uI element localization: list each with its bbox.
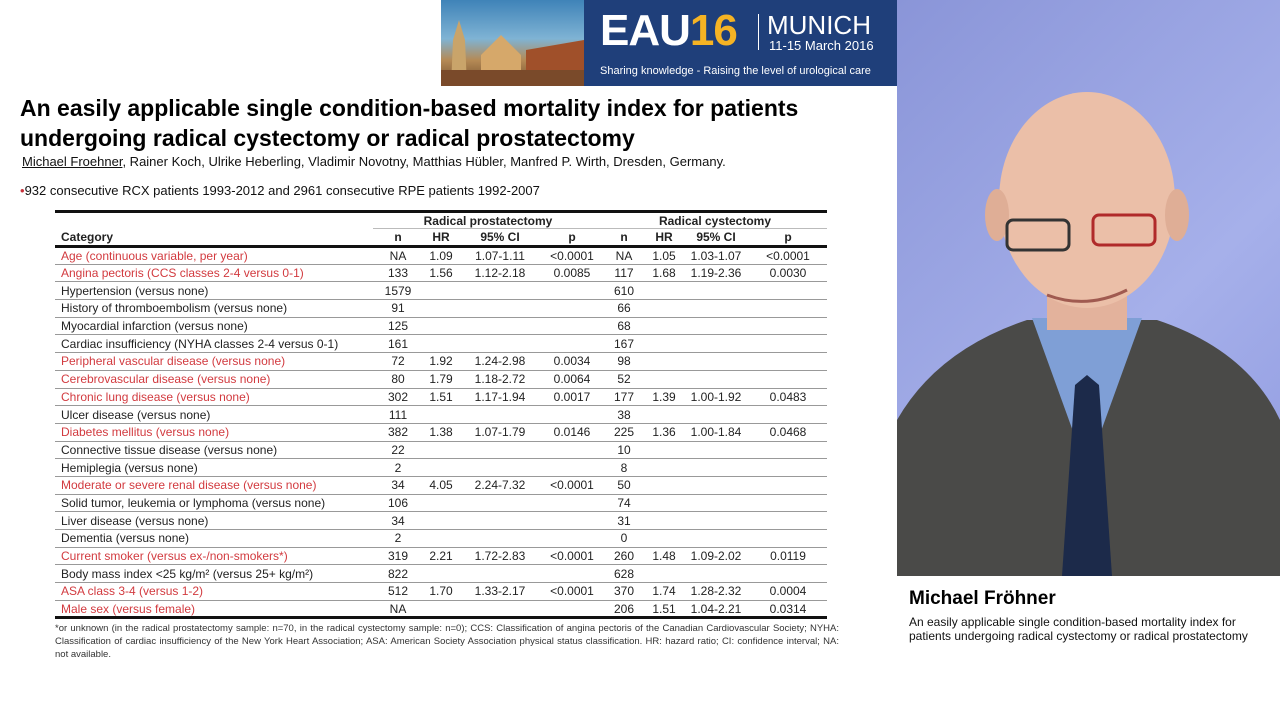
- cell-hr-rp: [423, 512, 459, 530]
- cell-n-rp: 1579: [373, 282, 423, 300]
- munich-city-photo: [441, 0, 584, 86]
- cell-category: Hypertension (versus none): [55, 282, 373, 300]
- cell-category: Current smoker (versus ex-/non-smokers*): [55, 547, 373, 565]
- cell-p-rc: [749, 494, 827, 512]
- cell-n-rc: 66: [603, 300, 645, 318]
- cell-ci-rp: 1.07-1.11: [459, 247, 541, 265]
- cell-p-rc: [749, 512, 827, 530]
- talk-title: An easily applicable single condition-based mortality index for patients undergoing radical cystectomy or radical prostatectomy: [909, 615, 1248, 643]
- cell-hr-rc: [645, 441, 683, 459]
- cell-category: Liver disease (versus none): [55, 512, 373, 530]
- cell-n-rp: 80: [373, 370, 423, 388]
- presenting-author: Michael Froehner: [22, 154, 123, 169]
- cell-p-rp: <0.0001: [541, 583, 603, 601]
- cell-ci-rp: 1.17-1.94: [459, 388, 541, 406]
- column-header-p-rc: p: [749, 229, 827, 247]
- table-row: [55, 459, 827, 477]
- cell-n-rp: 2: [373, 459, 423, 477]
- cell-ci-rc: [683, 459, 749, 477]
- cell-p-rc: 0.0030: [749, 264, 827, 282]
- cell-hr-rc: [645, 494, 683, 512]
- cell-n-rp: 34: [373, 512, 423, 530]
- group-header-cystectomy: Radical cystectomy: [603, 212, 827, 229]
- column-header-ci-rc: 95% CI: [683, 229, 749, 247]
- cell-ci-rp: [459, 317, 541, 335]
- cell-n-rp: 2: [373, 530, 423, 548]
- speaker-video: [897, 0, 1280, 576]
- cell-p-rc: [749, 370, 827, 388]
- cell-p-rp: [541, 317, 603, 335]
- cell-p-rp: 0.0034: [541, 353, 603, 371]
- table-row: [55, 512, 827, 530]
- cell-hr-rp: 1.92: [423, 353, 459, 371]
- table-row: [55, 388, 827, 406]
- cell-hr-rp: [423, 317, 459, 335]
- cell-n-rc: 74: [603, 494, 645, 512]
- cell-p-rc: [749, 353, 827, 371]
- cell-p-rp: <0.0001: [541, 247, 603, 265]
- cell-n-rc: 260: [603, 547, 645, 565]
- cell-ci-rc: [683, 353, 749, 371]
- cell-n-rc: 117: [603, 264, 645, 282]
- cell-n-rp: 319: [373, 547, 423, 565]
- cell-p-rp: 0.0064: [541, 370, 603, 388]
- cell-n-rp: 125: [373, 317, 423, 335]
- cell-hr-rp: [423, 441, 459, 459]
- cell-ci-rp: [459, 335, 541, 353]
- cell-hr-rp: 1.09: [423, 247, 459, 265]
- cell-ci-rp: [459, 406, 541, 424]
- cell-ci-rc: [683, 406, 749, 424]
- cell-category: Diabetes mellitus (versus none): [55, 423, 373, 441]
- cell-p-rc: [749, 441, 827, 459]
- cell-category: Hemiplegia (versus none): [55, 459, 373, 477]
- cell-p-rp: [541, 406, 603, 424]
- cell-hr-rc: [645, 370, 683, 388]
- cell-n-rp: NA: [373, 247, 423, 265]
- cell-hr-rp: [423, 600, 459, 618]
- cell-n-rc: 628: [603, 565, 645, 583]
- cell-p-rc: [749, 282, 827, 300]
- column-header-n-rp: n: [373, 229, 423, 247]
- cell-n-rc: 206: [603, 600, 645, 618]
- cell-category: Male sex (versus female): [55, 600, 373, 618]
- cell-hr-rp: [423, 406, 459, 424]
- cell-hr-rc: 1.36: [645, 423, 683, 441]
- cell-n-rc: 610: [603, 282, 645, 300]
- cell-p-rp: [541, 600, 603, 618]
- column-header-n-rc: n: [603, 229, 645, 247]
- cell-hr-rp: 1.38: [423, 423, 459, 441]
- cell-category: Dementia (versus none): [55, 530, 373, 548]
- cell-n-rp: 822: [373, 565, 423, 583]
- table-row: [55, 264, 827, 282]
- cell-ci-rc: 1.00-1.92: [683, 388, 749, 406]
- table-row: [55, 530, 827, 548]
- cell-hr-rp: 1.56: [423, 264, 459, 282]
- table-row: [55, 423, 827, 441]
- cell-ci-rp: [459, 300, 541, 318]
- cell-ci-rp: 1.33-2.17: [459, 583, 541, 601]
- cell-category: Ulcer disease (versus none): [55, 406, 373, 424]
- eau16-banner: [441, 0, 897, 86]
- cell-p-rp: 0.0146: [541, 423, 603, 441]
- cell-p-rp: [541, 512, 603, 530]
- cell-p-rp: [541, 441, 603, 459]
- cell-ci-rp: [459, 512, 541, 530]
- table-row: [55, 476, 827, 494]
- cell-n-rc: 225: [603, 423, 645, 441]
- cell-n-rp: 133: [373, 264, 423, 282]
- cell-hr-rc: 1.48: [645, 547, 683, 565]
- cell-p-rc: 0.0119: [749, 547, 827, 565]
- cell-hr-rc: [645, 317, 683, 335]
- cell-category: Body mass index <25 kg/m² (versus 25+ kg/m²): [55, 565, 373, 583]
- cell-hr-rc: [645, 282, 683, 300]
- cell-ci-rc: 1.00-1.84: [683, 423, 749, 441]
- table-row: [55, 494, 827, 512]
- cell-ci-rp: 1.18-2.72: [459, 370, 541, 388]
- cell-n-rc: 68: [603, 317, 645, 335]
- cell-hr-rc: [645, 300, 683, 318]
- cell-n-rp: 512: [373, 583, 423, 601]
- cell-category: Connective tissue disease (versus none): [55, 441, 373, 459]
- cell-n-rc: 177: [603, 388, 645, 406]
- cell-p-rp: [541, 282, 603, 300]
- cell-category: Age (continuous variable, per year): [55, 247, 373, 265]
- cell-ci-rp: 1.07-1.79: [459, 423, 541, 441]
- cell-hr-rc: 1.74: [645, 583, 683, 601]
- banner-tagline: Sharing knowledge - Raising the level of urological care: [600, 65, 871, 77]
- cell-p-rp: [541, 300, 603, 318]
- cell-p-rp: <0.0001: [541, 547, 603, 565]
- cell-p-rp: [541, 565, 603, 583]
- column-header-p-rp: p: [541, 229, 603, 247]
- cell-p-rc: [749, 335, 827, 353]
- cell-category: ASA class 3-4 (versus 1-2): [55, 583, 373, 601]
- cell-hr-rp: 4.05: [423, 476, 459, 494]
- cell-ci-rc: 1.19-2.36: [683, 264, 749, 282]
- cell-hr-rc: 1.68: [645, 264, 683, 282]
- cell-n-rc: 52: [603, 370, 645, 388]
- cell-n-rp: 72: [373, 353, 423, 371]
- table-row: [55, 565, 827, 583]
- table-row: [55, 441, 827, 459]
- cell-hr-rp: 2.21: [423, 547, 459, 565]
- cell-ci-rc: [683, 512, 749, 530]
- cell-p-rp: <0.0001: [541, 476, 603, 494]
- cell-hr-rp: [423, 282, 459, 300]
- column-header-category: Category: [55, 229, 373, 247]
- cell-ci-rc: 1.28-2.32: [683, 583, 749, 601]
- cell-hr-rc: [645, 353, 683, 371]
- cell-n-rp: 161: [373, 335, 423, 353]
- table-row: [55, 583, 827, 601]
- cell-p-rc: [749, 565, 827, 583]
- table-row: [55, 547, 827, 565]
- cell-ci-rc: 1.04-2.21: [683, 600, 749, 618]
- cell-ci-rc: [683, 282, 749, 300]
- cell-hr-rp: 1.51: [423, 388, 459, 406]
- cell-p-rp: 0.0017: [541, 388, 603, 406]
- cell-p-rc: [749, 406, 827, 424]
- cell-ci-rc: [683, 476, 749, 494]
- cell-p-rc: 0.0004: [749, 583, 827, 601]
- cell-hr-rp: 1.79: [423, 370, 459, 388]
- cell-ci-rc: [683, 370, 749, 388]
- eau-logo: EAU16: [600, 6, 737, 55]
- table-row: [55, 370, 827, 388]
- cell-p-rc: <0.0001: [749, 247, 827, 265]
- table-row: [55, 282, 827, 300]
- cell-ci-rp: 1.24-2.98: [459, 353, 541, 371]
- cell-hr-rc: [645, 512, 683, 530]
- cell-n-rp: NA: [373, 600, 423, 618]
- cell-n-rp: 302: [373, 388, 423, 406]
- table-row: [55, 317, 827, 335]
- slide-title: An easily applicable single condition-based mortality index for patients undergoing radical cystectomy or radical prostatectomy: [20, 95, 799, 151]
- cell-ci-rp: [459, 600, 541, 618]
- cell-hr-rp: [423, 565, 459, 583]
- cell-n-rc: 50: [603, 476, 645, 494]
- cell-p-rc: [749, 317, 827, 335]
- cell-n-rc: 167: [603, 335, 645, 353]
- cell-ci-rc: [683, 565, 749, 583]
- cell-hr-rp: [423, 530, 459, 548]
- cell-hr-rp: [423, 335, 459, 353]
- banner-city: MUNICH: [767, 10, 871, 40]
- column-header-hr-rp: HR: [423, 229, 459, 247]
- cell-n-rc: 98: [603, 353, 645, 371]
- speaker-caption: [897, 576, 1280, 720]
- cell-category: Angina pectoris (CCS classes 2-4 versus 0-1): [55, 264, 373, 282]
- cell-n-rc: 38: [603, 406, 645, 424]
- column-header-hr-rc: HR: [645, 229, 683, 247]
- cell-n-rc: 0: [603, 530, 645, 548]
- cell-p-rp: 0.0085: [541, 264, 603, 282]
- cell-n-rc: 8: [603, 459, 645, 477]
- speaker-name: Michael Fröhner: [909, 588, 1056, 609]
- bullet-point: •932 consecutive RCX patients 1993-2012 and 2961 consecutive RPE patients 1992-2007: [20, 183, 540, 198]
- cell-p-rp: [541, 335, 603, 353]
- cell-hr-rp: [423, 300, 459, 318]
- cell-ci-rp: 2.24-7.32: [459, 476, 541, 494]
- column-header-ci-rp: 95% CI: [459, 229, 541, 247]
- cell-category: Myocardial infarction (versus none): [55, 317, 373, 335]
- cell-n-rp: 382: [373, 423, 423, 441]
- cell-hr-rc: 1.51: [645, 600, 683, 618]
- cell-ci-rc: 1.03-1.07: [683, 247, 749, 265]
- cell-ci-rp: [459, 530, 541, 548]
- cell-p-rc: [749, 459, 827, 477]
- table-row: [55, 335, 827, 353]
- cell-ci-rp: [459, 459, 541, 477]
- cell-category: History of thromboembolism (versus none): [55, 300, 373, 318]
- cell-category: Cerebrovascular disease (versus none): [55, 370, 373, 388]
- authors: Michael Froehner, Rainer Koch, Ulrike Heberling, Vladimir Novotny, Matthias Hübler, Manfred P. Wirth, Dresden, Germany.: [22, 154, 726, 169]
- cell-hr-rc: [645, 459, 683, 477]
- cell-p-rp: [541, 459, 603, 477]
- table-row: [55, 247, 827, 265]
- cell-category: Moderate or severe renal disease (versus none): [55, 476, 373, 494]
- cell-ci-rp: 1.12-2.18: [459, 264, 541, 282]
- cell-n-rp: 91: [373, 300, 423, 318]
- cell-ci-rc: [683, 300, 749, 318]
- cell-hr-rc: [645, 406, 683, 424]
- cell-p-rc: [749, 476, 827, 494]
- table-footnote: *or unknown (in the radical prostatectomy sample: n=70, in the radical cystectomy sample: n=0); CCS: Classification of angina pectoris of the Canadian Cardiovascular Society; NYHA: Classification of cardiac insufficiency of the New York Heart Association; ASA: American Society Association physical status classification. HR: hazard ratio; CI: confidence interval; NA: not available.: [55, 623, 839, 660]
- cell-ci-rc: [683, 335, 749, 353]
- cell-p-rc: 0.0314: [749, 600, 827, 618]
- group-header-prostatectomy: Radical prostatectomy: [373, 212, 603, 229]
- cell-hr-rc: [645, 335, 683, 353]
- cell-n-rp: 111: [373, 406, 423, 424]
- cell-ci-rc: [683, 494, 749, 512]
- cell-category: Chronic lung disease (versus none): [55, 388, 373, 406]
- table-row: [55, 600, 827, 618]
- cell-n-rp: 34: [373, 476, 423, 494]
- table-row: [55, 300, 827, 318]
- cell-p-rp: [541, 530, 603, 548]
- cell-hr-rp: [423, 459, 459, 477]
- cell-category: Cardiac insufficiency (NYHA classes 2-4 versus 0-1): [55, 335, 373, 353]
- cell-p-rc: 0.0483: [749, 388, 827, 406]
- cell-ci-rp: [459, 441, 541, 459]
- cell-ci-rp: [459, 565, 541, 583]
- cell-n-rc: 10: [603, 441, 645, 459]
- cell-p-rc: 0.0468: [749, 423, 827, 441]
- cell-hr-rp: 1.70: [423, 583, 459, 601]
- cell-p-rc: [749, 300, 827, 318]
- cell-ci-rc: [683, 441, 749, 459]
- cell-hr-rc: [645, 565, 683, 583]
- cell-ci-rc: [683, 530, 749, 548]
- cell-hr-rc: [645, 476, 683, 494]
- cell-p-rc: [749, 530, 827, 548]
- banner-dates: 11-15 March 2016: [769, 38, 874, 53]
- cell-ci-rp: [459, 494, 541, 512]
- cell-n-rc: 31: [603, 512, 645, 530]
- cell-category: Peripheral vascular disease (versus none): [55, 353, 373, 371]
- cell-ci-rp: [459, 282, 541, 300]
- cell-hr-rc: 1.39: [645, 388, 683, 406]
- cell-hr-rp: [423, 494, 459, 512]
- cell-hr-rc: [645, 530, 683, 548]
- table-row: [55, 353, 827, 371]
- cell-ci-rc: 1.09-2.02: [683, 547, 749, 565]
- cell-n-rc: 370: [603, 583, 645, 601]
- cell-category: Solid tumor, leukemia or lymphoma (versus none): [55, 494, 373, 512]
- cell-n-rc: NA: [603, 247, 645, 265]
- cell-p-rp: [541, 494, 603, 512]
- cell-n-rp: 22: [373, 441, 423, 459]
- cell-ci-rc: [683, 317, 749, 335]
- cell-hr-rc: 1.05: [645, 247, 683, 265]
- results-table: [55, 210, 827, 619]
- cell-n-rp: 106: [373, 494, 423, 512]
- cell-ci-rp: 1.72-2.83: [459, 547, 541, 565]
- table-row: [55, 406, 827, 424]
